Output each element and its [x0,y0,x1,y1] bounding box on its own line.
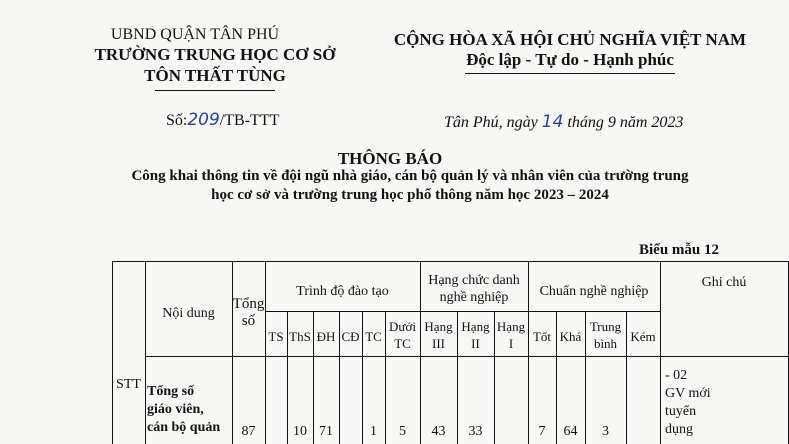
subheader-trung-binh-line1: Trung [589,319,622,334]
header-trinh-do: Trình độ đào tạo [296,284,389,299]
issue-date [444,112,683,132]
notice-subtitle-line1: Công khai thông tin về đội ngũ nhà giáo, cán bộ quản lý và nhân viên của trường trung [131,168,689,184]
subheader-hang-ii [457,318,494,352]
row1-trung-binh: 3 [602,424,609,439]
col-line [145,261,146,444]
header-hang-line1: Hạng chức danh [428,273,520,288]
date-suffix: tháng 9 năm 2023 [563,114,684,131]
subheader-hang-i [494,318,528,352]
row1-tong-so: 87 [241,424,256,439]
district-name: UBND QUẬN TÂN PHÚ [110,26,280,43]
row1-tot: 7 [538,424,546,439]
subheader-dh: ĐH [316,329,336,344]
table-subheader-line [265,311,660,312]
subheader-hang-i-line2: I [508,336,514,351]
header-tong-so-line1: Tổng [232,296,265,312]
row1-noi-dung-line2: giáo viên, [147,402,204,417]
subheader-ts: TS [268,329,284,344]
header-hang-line2: nghề nghiệp [439,290,509,305]
subheader-tot: Tốt [532,329,552,344]
row1-duoi-tc: 5 [399,424,406,439]
form-label: Biểu mẫu 12 [639,242,720,258]
country-name: CỘNG HÒA XÃ HỘI CHỦ NGHĨA VIỆT NAM [393,30,747,49]
school-name-line1: TRƯỜNG TRUNG HỌC CƠ SỞ [94,45,336,64]
subheader-hang-iii-line1: Hạng [424,319,453,334]
subheader-trung-binh-line2: bình [593,336,618,351]
date-day-handwritten: 14 [541,112,564,132]
subheader-hang-ii-line2: II [471,336,480,351]
col-line [232,261,233,444]
table-header-bottom [145,356,789,357]
col-line [112,261,113,444]
subheader-hang-iii-line2: III [432,336,445,351]
row1-hang-iii: 43 [431,424,446,439]
row1-dh: 71 [319,424,333,439]
ref-suffix: /TB-TTT [219,112,280,129]
ref-number-handwritten: 209 [187,110,220,130]
header-tong-so [232,296,265,330]
row1-hang-ii: 33 [468,424,483,439]
row1-noi-dung [147,383,232,437]
subheader-duoi-tc-line1: Dưới [389,319,416,334]
subheader-cd: CĐ [341,329,360,344]
header-tong-so-line2: số [241,313,256,329]
subheader-kem: Kém [630,329,656,344]
subheader-hang-ii-line1: Hạng [461,319,490,334]
table-top-border [112,261,789,262]
header-stt: STT [116,377,141,392]
row1-noi-dung-line3: cán bộ quản [147,420,221,435]
header-chuan-nghe-nghiep: Chuẩn nghề nghiệp [539,284,649,299]
header-ghi-chu: Ghi chú [701,275,747,290]
subheader-ths: ThS [289,329,311,344]
row1-kha: 64 [563,424,578,439]
subheader-duoi-tc-line2: TC [394,336,411,351]
row1-ghi-chu-line2: GV mới [665,386,711,401]
notice-title: THÔNG BÁO [337,149,443,168]
header-hang-chuc-danh [420,272,528,306]
row1-ghi-chu-line1: - 02 [665,368,688,383]
row1-ths: 10 [293,424,307,439]
row1-ghi-chu-line4: dụng [665,422,693,437]
row1-ghi-chu-line3: tuyển [665,404,697,419]
right-header-divider [465,73,675,74]
row1-tc: 1 [370,424,377,439]
notice-subtitle-line2: học cơ sở và trường trung học phổ thông năm học 2023 – 2024 [211,187,609,203]
reference-number [166,110,279,130]
row1-noi-dung-line1: Tổng số [147,384,195,399]
school-name-line2: TÔN THẤT TÙNG [144,66,286,85]
subheader-tc: TC [365,329,382,344]
header-noi-dung: Nội dung [162,306,215,321]
ref-prefix: Số: [166,112,188,129]
subheader-hang-iii [420,318,457,352]
subheader-trung-binh [585,318,626,352]
left-header-divider [155,90,275,91]
subheader-hang-i-line1: Hạng [496,319,526,334]
national-motto: Độc lập - Tự do - Hạnh phúc [466,50,674,69]
row1-ghi-chu [665,367,725,439]
date-prefix: Tân Phú, ngày [444,114,542,131]
subheader-duoi-tc [385,318,420,352]
subheader-kha: Khá [559,329,582,344]
